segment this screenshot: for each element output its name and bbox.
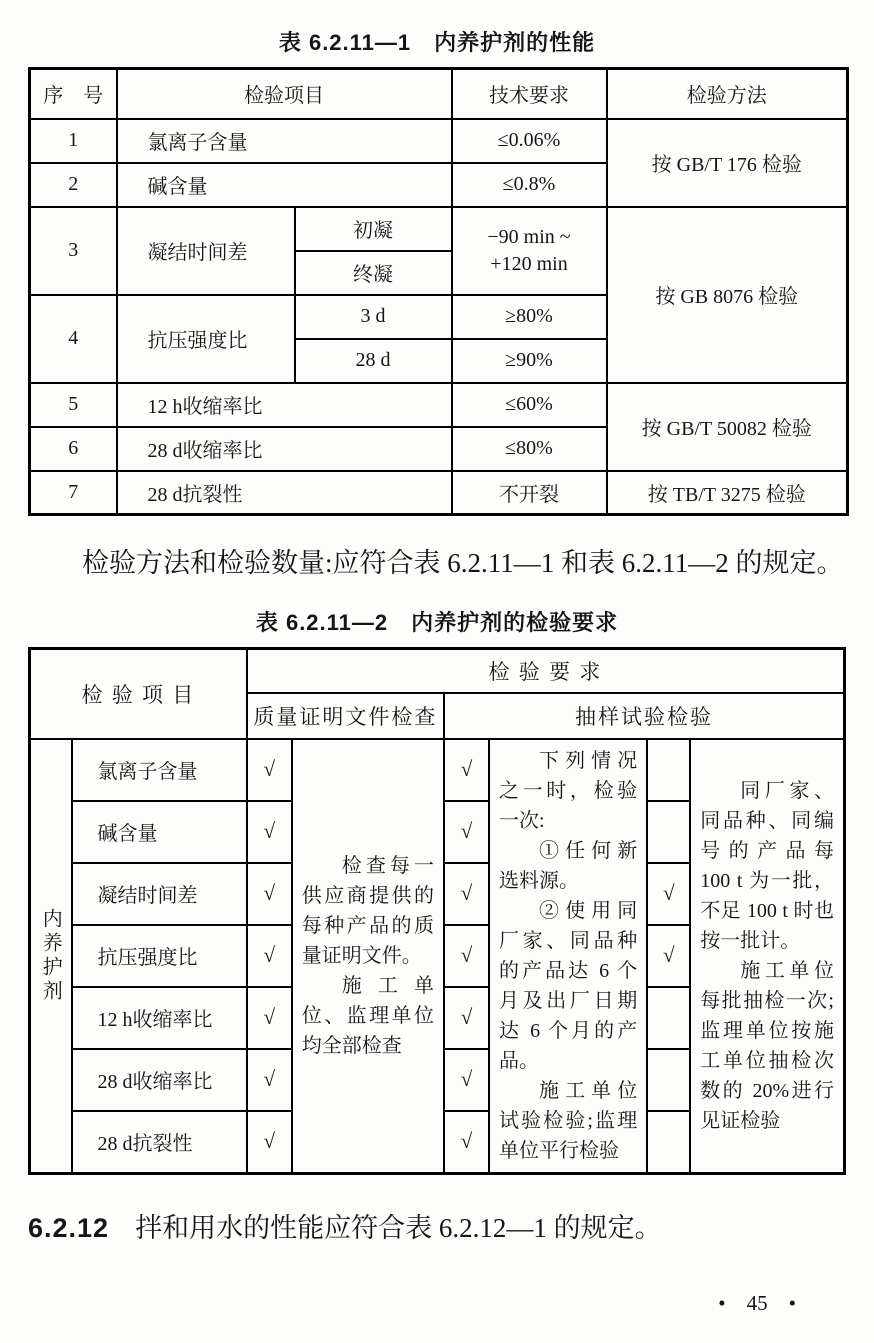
sub-item-cell: 28 d — [295, 339, 452, 383]
cert-note-cell — [292, 739, 444, 1174]
item-cell: 氯离子含量 — [72, 739, 247, 801]
requirement-cell: ≤0.06% — [452, 119, 607, 163]
method-cell: 按 GB/T 50082 检验 — [607, 383, 848, 471]
sampling-check-cell: √ — [444, 739, 489, 801]
clause-text: 拌和用水的性能应符合表 6.2.12—1 的规定。 — [135, 1212, 662, 1243]
sampling-note-paragraph: ①任何新选料源。 — [499, 839, 638, 892]
table-header-row — [30, 69, 848, 119]
performance-table — [28, 67, 849, 516]
table-header-row — [30, 649, 845, 693]
item-cell: 28 d抗裂性 — [117, 471, 452, 515]
inspection-requirements-table — [28, 647, 846, 1175]
witness-check-cell — [647, 801, 690, 863]
cert-check-cell: √ — [247, 739, 292, 801]
witness-check-cell: √ — [647, 925, 690, 987]
requirement-cell: ≤0.8% — [452, 163, 607, 207]
row-number-cell: 2 — [30, 163, 117, 207]
witness-check-cell — [647, 987, 690, 1049]
requirement-line: −90 min ~ — [487, 225, 571, 248]
sampling-note-cell — [489, 739, 647, 1174]
col-header-no: 序 号 — [30, 69, 117, 119]
item-cell: 12 h收缩率比 — [72, 987, 247, 1049]
row-number-cell: 7 — [30, 471, 117, 515]
sampling-note-paragraph: 下列情况之一时，检验一次: — [499, 749, 638, 832]
method-cell: 按 GB/T 176 检验 — [607, 119, 848, 207]
table1-title: 表 6.2.11—1 内养护剂的性能 — [278, 30, 596, 55]
page-number: • 45 • — [718, 1290, 796, 1315]
col-header-sampling-check: 抽样试验检验 — [444, 693, 845, 739]
requirement-line: +120 min — [490, 252, 568, 275]
table-row — [30, 207, 848, 251]
item-cell: 28 d收缩率比 — [72, 1049, 247, 1111]
col-header-requirement: 技术要求 — [452, 69, 607, 119]
sub-item-cell: 终凝 — [295, 251, 452, 295]
row-number-cell: 1 — [30, 119, 117, 163]
sampling-note-paragraph: 施工单位试验检验;监理单位平行检验 — [499, 1079, 638, 1162]
sampling-note-paragraph: ②使用同厂家、同品种的产品达 6 个月及出厂日期达 6 个月的产品。 — [499, 899, 638, 1072]
requirement-cell: ≤80% — [452, 427, 607, 471]
row-number-cell: 5 — [30, 383, 117, 427]
item-cell: 抗压强度比 — [117, 295, 295, 383]
col-header-method: 检验方法 — [607, 69, 848, 119]
group-label-cell — [30, 739, 72, 1174]
sub-item-cell: 初凝 — [295, 207, 452, 251]
item-cell: 碱含量 — [117, 163, 452, 207]
col-header-item: 检验项目 — [117, 69, 452, 119]
sampling-check-cell: √ — [444, 863, 489, 925]
row-number-cell: 6 — [30, 427, 117, 471]
batch-note-cell — [690, 739, 844, 1174]
item-cell: 抗压强度比 — [72, 925, 247, 987]
col-header-requirement: 检 验 要 求 — [247, 649, 845, 693]
group-label: 内养护剂 — [39, 907, 62, 1004]
clause-number: 6.2.12 — [28, 1212, 110, 1243]
item-cell: 碱含量 — [72, 801, 247, 863]
batch-note-paragraph: 施工单位每批抽检一次;监理单位按施工单位抽检次数的 20%进行见证检验 — [700, 959, 834, 1132]
cert-check-cell: √ — [247, 925, 292, 987]
batch-note-paragraph: 同厂家、同品种、同编号的产品每 100 t 为一批，不足 100 t 时也按一批计。 — [700, 779, 834, 952]
item-cell: 氯离子含量 — [117, 119, 452, 163]
witness-check-cell — [647, 1049, 690, 1111]
requirement-cell: ≤60% — [452, 383, 607, 427]
table-row — [30, 119, 848, 163]
sampling-check-cell: √ — [444, 801, 489, 863]
witness-check-cell — [647, 1111, 690, 1173]
col-header-item: 检 验 项 目 — [30, 649, 247, 739]
item-cell: 12 h收缩率比 — [117, 383, 452, 427]
cert-note-paragraph: 检查每一供应商提供的每种产品的质量证明文件。 — [301, 854, 434, 967]
requirement-cell: ≥80% — [452, 295, 607, 339]
requirement-cell: 不开裂 — [452, 471, 607, 515]
cert-check-cell: √ — [247, 987, 292, 1049]
cert-check-cell: √ — [247, 1111, 292, 1173]
body-paragraph: 检验方法和检验数量:应符合表 6.2.11—1 和表 6.2.11—2 的规定。 — [82, 548, 844, 578]
method-cell: 按 TB/T 3275 检验 — [607, 471, 848, 515]
item-cell: 凝结时间差 — [117, 207, 295, 295]
requirement-cell: ≥90% — [452, 339, 607, 383]
item-cell: 28 d收缩率比 — [117, 427, 452, 471]
sampling-check-cell: √ — [444, 987, 489, 1049]
sampling-check-cell: √ — [444, 1111, 489, 1173]
cert-check-cell: √ — [247, 801, 292, 863]
method-cell: 按 GB 8076 检验 — [607, 207, 848, 383]
requirement-cell — [452, 207, 607, 295]
clause-6-2-12 — [28, 1206, 846, 1245]
col-header-cert-check: 质量证明文件检查 — [247, 693, 444, 739]
table-row — [30, 383, 848, 427]
witness-check-cell: √ — [647, 863, 690, 925]
row-number-cell: 3 — [30, 207, 117, 295]
witness-check-cell — [647, 739, 690, 801]
row-number-cell: 4 — [30, 295, 117, 383]
table2-title: 表 6.2.11—2 内养护剂的检验要求 — [255, 610, 619, 635]
sampling-check-cell: √ — [444, 925, 489, 987]
sampling-check-cell: √ — [444, 1049, 489, 1111]
cert-check-cell: √ — [247, 863, 292, 925]
cert-check-cell: √ — [247, 1049, 292, 1111]
cert-note-paragraph: 施工单位、监理单位均全部检查 — [301, 974, 434, 1057]
table-row — [30, 471, 848, 515]
item-cell: 28 d抗裂性 — [72, 1111, 247, 1173]
item-cell: 凝结时间差 — [72, 863, 247, 925]
sub-item-cell: 3 d — [295, 295, 452, 339]
table-row — [30, 739, 845, 801]
